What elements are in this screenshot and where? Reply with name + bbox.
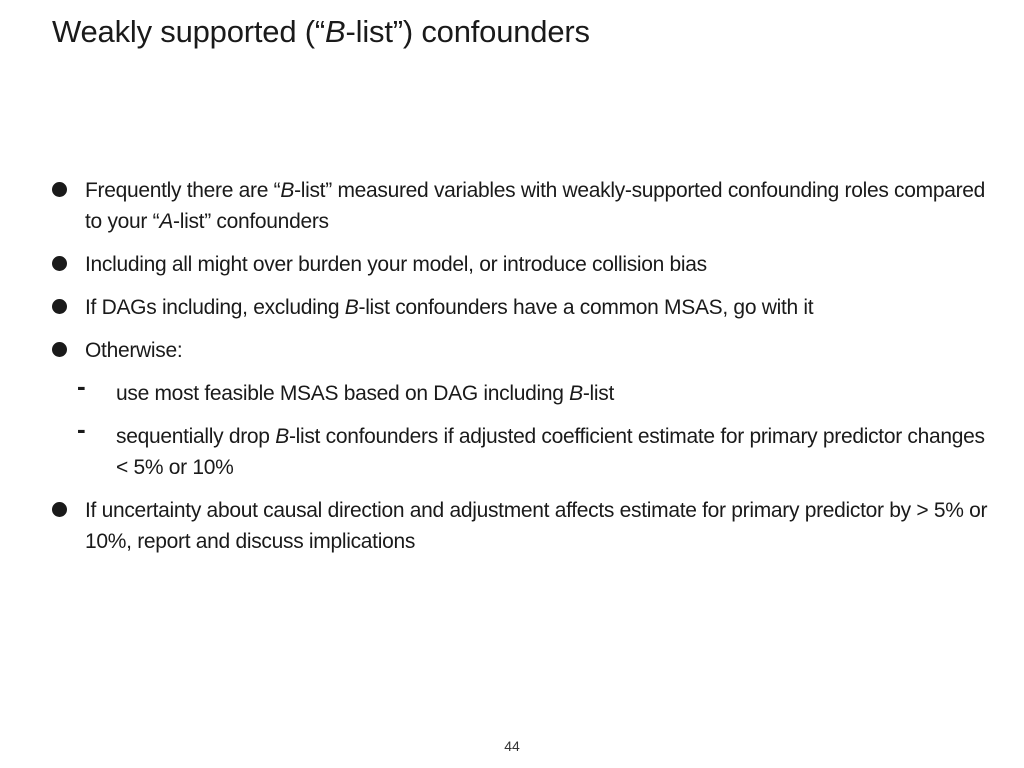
bullet-item-including-all <box>50 249 1000 280</box>
sub-bullet-item-sequentially-drop <box>50 414 1000 483</box>
sub-bullet-text: sequentially drop <box>116 425 276 448</box>
bullet-text: If uncertainty about causal direction and adjustment affects estimate for primary predictor by > 5% or 10%, report and discuss implications <box>85 499 988 553</box>
bullet-item-frequently <box>50 175 1000 237</box>
bullet-text: Otherwise: <box>85 339 183 362</box>
bullet-text: -list” confounders <box>173 210 329 233</box>
sub-bullet-text-italic: B <box>569 382 583 405</box>
bullet-dot-icon <box>52 256 67 271</box>
sub-bullet-text-italic: B <box>275 425 289 448</box>
bullet-dot-icon <box>52 182 67 197</box>
bullet-text: If DAGs including, excluding <box>85 296 345 319</box>
bullet-dot-icon <box>52 299 67 314</box>
title-text-before: Weakly supported (“ <box>52 14 326 49</box>
title-text-italic: B <box>325 14 346 49</box>
bullet-dot-icon <box>52 342 67 357</box>
bullet-item-if-dags <box>50 292 1000 323</box>
sub-bullet-list <box>50 371 1000 483</box>
sub-bullet-container <box>50 371 1000 483</box>
bullet-item-uncertainty <box>50 495 1000 557</box>
slide-title <box>52 14 590 50</box>
bullet-text-italic: B <box>280 179 295 202</box>
bullet-list <box>50 175 1000 569</box>
bullet-item-otherwise <box>50 335 1000 366</box>
page-number: 44 <box>504 738 520 754</box>
dash-marker-icon: - <box>77 414 86 444</box>
bullet-text-italic: A <box>159 210 174 233</box>
bullet-text: -list” measured variables with weakly-supported confounding roles compared to your “ <box>85 179 986 233</box>
dash-marker-icon: - <box>77 371 86 401</box>
sub-bullet-text: -list <box>582 382 615 405</box>
sub-bullet-item-use-msas <box>50 371 1000 409</box>
sub-bullet-text: use most feasible MSAS based on DAG including <box>116 382 570 405</box>
bullet-text-italic: B <box>344 296 359 319</box>
bullet-text: -list confounders have a common MSAS, go with it <box>358 296 814 319</box>
bullet-text: Frequently there are “ <box>85 179 281 202</box>
sub-bullet-text: -list confounders if adjusted coefficient estimate for primary predictor changes < 5% or 10% <box>116 425 985 479</box>
title-text-after: -list”) confounders <box>345 14 590 49</box>
bullet-text: Including all might over burden your model, or introduce collision bias <box>85 253 707 276</box>
bullet-dot-icon <box>52 502 67 517</box>
